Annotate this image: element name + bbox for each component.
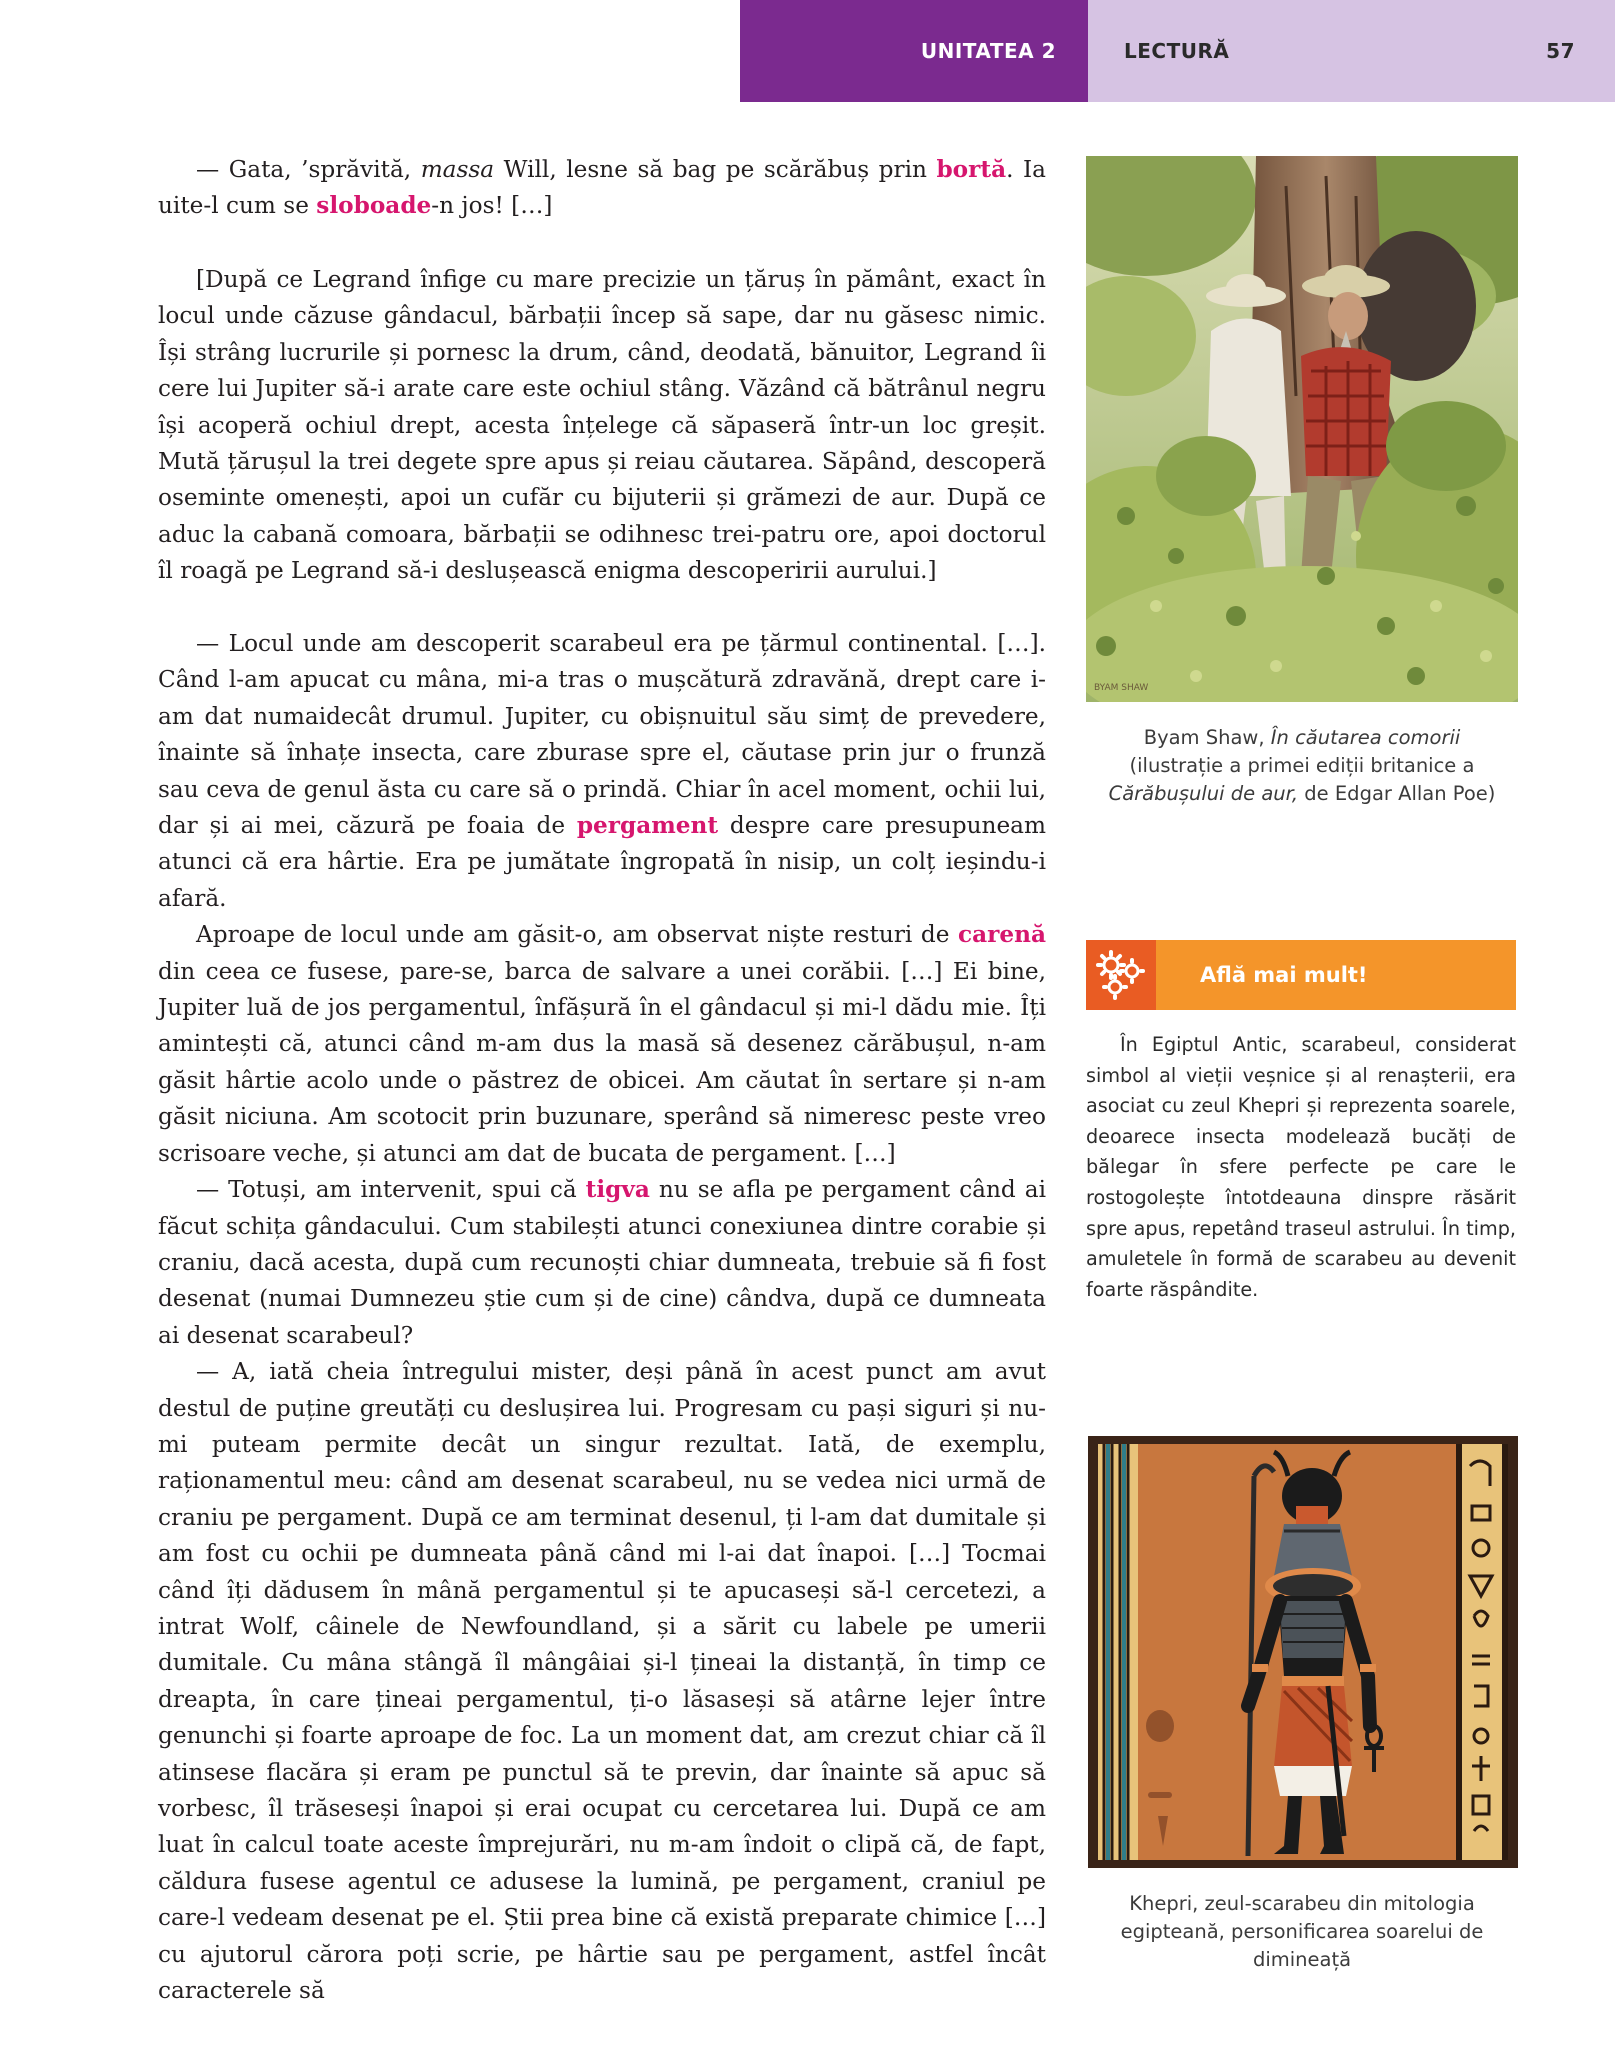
khepri-illustration (1088, 1436, 1518, 1868)
learn-more-title: Află mai mult! (1200, 963, 1368, 987)
image-caption-2: Khepri, zeul-scarabeu din mitologia egipteană, personificarea soarelui de dimineață (1120, 1892, 1484, 1971)
glossary-term-borta[interactable]: bortă (936, 156, 1007, 183)
treasure-hunt-illustration (1086, 156, 1518, 702)
unit-label (740, 0, 1088, 102)
learn-more-header (1086, 940, 1516, 1010)
page-number: 57 (1546, 39, 1575, 63)
artist-signature: BYAM SHAW (1094, 683, 1149, 693)
paragraph-dialogue-1: — Gata, ’sprăvită, massa Will, lesne să bag pe scărăbuș prin bortă. Ia uite-l cum se sloboade-n jos! […] (158, 156, 1046, 220)
glossary-term-carena[interactable]: carenă (958, 921, 1046, 949)
image-caption-1: Byam Shaw, În căutarea comorii (ilustrație a primei ediții britanice a Cărăbușului de aur, de Edgar Allan Poe) (1108, 726, 1496, 805)
plot-summary: [După ce Legrand înfige cu mare precizie un țăruș în pământ, exact în locul unde căzuse gândacul, bărbații încep să sape, dar nu găsesc nimic. Își strâng lucrurile și pornesc la drum, când, deodată, bănuitor, Legrand îi cere lui Jupiter să-i arate care este ochiul stâng. Văzând că bătrânul negru își acoperă ochiul drept, acesta înțelege că săpaseră într-un loc greșit. Mută țărușul la trei degete spre apus și reiau căutarea. Săpând, descoperă oseminte omenești, apoi un cufăr cu bijuterii și grămezi de aur. După ce aduc la cabană comoara, bărbații se odihnesc trei-patru ore, apoi doctorul îl roagă pe Legrand să-i deslușească enigma descoperirii aurului.] (158, 266, 1046, 585)
learn-more-text: În Egiptul Antic, scarabeul, considerat simbol al vieții veșnice și al renașterii, era asociat cu zeul Khepri și reprezenta soarele, deoarece insecta modelează bucăți de bălegar în sfere perfecte pe care le rostogolește întotdeauna dinspre răsărit spre apus, repetând traseul astrului. În timp, amuletele în formă de scarabeu au devenit foarte răspândite. (1086, 1033, 1516, 1301)
glossary-term-sloboade[interactable]: sloboade (316, 192, 432, 220)
section-title: LECTURĂ (1124, 39, 1230, 63)
story-text: — Locul unde am descoperit scarabeul era pe țărmul continental. […]. Când l-am apucat cu mâna, mi-a tras o mușcătură zdravănă, drept care i-am dat numaidecât drumul. Jupiter, cu obișnuitul său simț de prevedere, înainte să înhațe insecta, care zburase spre el, căutase prin jur o frunză sau ceva de genul ăsta cu care să o prindă. Chiar în acel moment, ochii lui, dar și ai mei, căzură pe foaia de pergament despre care presupuneam atunci că era hârtie. Era pe jumătate îngropată în nisip, un colț ieșindu-i afară. Aproape de locul unde am găsit-o, am observat niște resturi de carenă din ceea ce fusese, pare-se, barca de salvare a unei corăbii. […] Ei bine, Jupiter luă de jos pergamentul, înfășură în el gândacul și mi-l dădu mie. Îți amintești că, atunci când m-am dus la masă să desenez cărăbușul, n-am găsit hârtie acolo unde o păstrez de obicei. Am căutat în sertare și n-am găsit niciuna. Am scotocit prin buzunare, sperând să nimeresc peste vreo scrisoare veche, și atunci am dat de bucata de pergament. […] — Totuși, am intervenit, spui că tigva nu se afla pe pergament când ai făcut schița gândacului. Cum stabilești atunci conexiunea dintre corabie și craniu, dacă acesta, după cum recunoști chiar dumneata, trebuie să fi fost desenat (numai Dumnezeu știe cum și de cine) cândva, după ce dumneata ai desenat scarabeul? — A, iată cheia întregului mister, deși până în acest punct am avut destul de puține greutăți cu deslușirea lui. Progresam cu pași siguri și nu-mi puteam permite decât un singur rezultat. Iată, de exemplu, raționamentul meu: când am desenat scarabeul, nu se vedea nici urmă de craniu pe pergament. După ce am terminat desenul, ți l-am dat dumitale și am fost cu ochii pe dumneata până când mi l-ai dat înapoi. […] Tocmai când îți dădusem în mână pergamentul și te apucaseși să-l cercetezi, a intrat Wolf, câinele de Newfoundland, și a sărit cu labele pe umerii dumitale. Cu mâna stângă îl mângâiai și-l țineai la distanță, în timp ce dreapta, în care țineai pergamentul, ți-o lăsaseși să atârne lejer între genunchi și foarte aproape de foc. La un moment dat, am crezut chiar că îl atinsese flacăra și eram pe punctul să te previn, dar înainte să apuc să vorbesc, îl trăseseși înapoi și erai ocupat cu cercetarea lui. După ce am luat în calcul toate aceste împrejurări, nu m-am îndoit o clipă că, de fapt, căldura fusese agentul ce adusese la lumină, pe pergament, craniul pe care-l vedeam desenat pe el. Știi prea bine că există preparate chimice […] cu ajutorul cărora poți scrie, pe hârtie sau pe pergament, astfel încât caracterele să (158, 630, 1046, 2005)
section-header (1088, 0, 1615, 102)
glossary-term-pergament[interactable]: pergament (576, 812, 719, 840)
unit-text: UNITATEA 2 (920, 39, 1056, 63)
glossary-term-tigva[interactable]: tigva (585, 1176, 650, 1204)
gears-icon (1086, 940, 1156, 1010)
